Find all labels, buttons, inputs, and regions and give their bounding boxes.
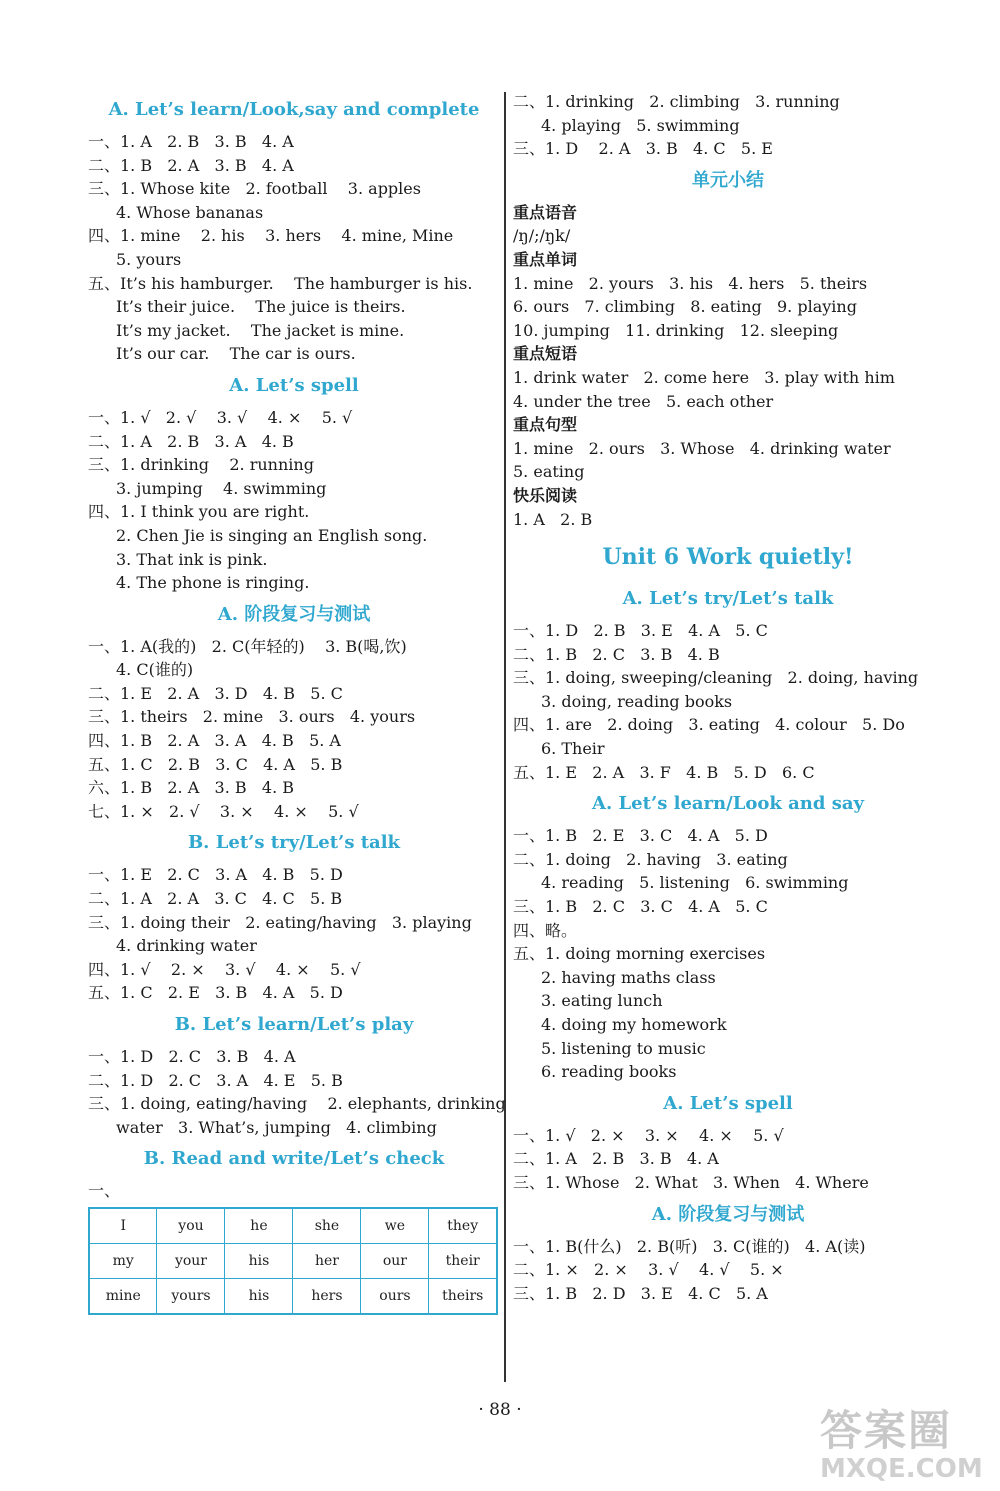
answer-line: 6. Their [541,739,605,759]
table-cell: our [361,1243,429,1278]
table-cell: hers [293,1278,361,1314]
answer-line: 五、1. doing morning exercises [513,944,766,964]
summary-heading: 重点短语 [513,344,578,364]
answer-line: 3. That ink is pink. [116,549,268,569]
page-number: · 88 · [478,1400,522,1420]
answer-line: 一、1. A(我的) 2. C(年轻的) 3. B(喝,饮) [88,636,407,656]
answer-line: It’s my jacket. The jacket is mine. [116,320,405,340]
answer-line: 四、1. mine 2. his 3. hers 4. mine, Mine [88,226,454,246]
answer-line: 10. jumping 11. drinking 12. sleeping [513,320,839,340]
answer-line: 5. eating [513,462,585,482]
section-title: A. 阶段复习与测试 [217,603,371,625]
answer-line: 3. jumping 4. swimming [116,478,327,498]
watermark-text: 答案圈 [820,1406,953,1455]
answer-line: 一、1. B 2. E 3. C 4. A 5. D [513,826,768,846]
table-cell: his [225,1243,293,1278]
answer-line: 1. A 2. B [513,509,593,529]
table-cell: theirs [429,1278,497,1314]
summary-heading: 快乐阅读 [513,485,578,505]
summary-heading: 重点语音 [513,202,578,222]
answer-line: 五、1. C 2. E 3. B 4. A 5. D [88,983,343,1003]
answer-line: 四、1. √ 2. × 3. √ 4. × 5. √ [88,959,361,979]
answer-line: 三、1. B 2. D 3. E 4. C 5. A [513,1283,768,1303]
answer-line: 4. drinking water [116,936,257,956]
answer-line: 1. mine 2. ours 3. Whose 4. drinking water [513,438,891,458]
answer-line: 七、1. × 2. √ 3. × 4. × 5. √ [88,801,359,821]
answer-line: 四、1. B 2. A 3. A 4. B 5. A [88,731,341,751]
answer-line: 三、1. doing, eating/having 2. elephants, drinking [88,1094,506,1114]
pronoun-table [88,1207,498,1315]
answer-line: 二、1. A 2. B 3. B 4. A [513,1149,719,1169]
answer-line: 二、1. A 2. A 3. C 4. C 5. B [88,889,343,909]
table-row [89,1243,497,1278]
table-cell: her [293,1243,361,1278]
answer-line: 一、1. A 2. B 3. B 4. A [88,132,294,151]
answer-line: 三、1. drinking 2. running [88,455,314,475]
answer-line: 5. listening to music [541,1038,706,1058]
right-column [513,90,943,1305]
table-cell: mine [89,1278,157,1314]
section-title: B. Let’s learn/Let’s play [174,1014,414,1035]
table-cell: he [225,1208,293,1244]
answer-line: 一、1. √ 2. √ 3. √ 4. × 5. √ [88,407,353,427]
section-title: 单元小结 [692,169,764,191]
answer-line: 二、1. E 2. A 3. D 4. B 5. C [88,683,343,703]
table-cell: their [429,1243,497,1278]
answer-line: 3. eating lunch [541,991,663,1011]
table-cell: your [157,1243,225,1278]
answer-line: 1. drink water 2. come here 3. play with him [513,367,895,387]
section-title: A. Let’s learn/Look and say [592,793,864,815]
answer-line: 4. under the tree 5. each other [513,391,774,411]
left-column [88,90,506,1315]
table-cell: we [361,1208,429,1244]
column-divider [504,92,506,1382]
answer-line: 一、1. D 2. B 3. E 4. A 5. C [513,621,768,641]
answer-line: 三、1. D 2. A 3. B 4. C 5. E [513,139,773,159]
answer-line: 一、1. B(什么) 2. B(听) 3. C(谁的) 4. A(读) [513,1236,866,1256]
table-cell: his [225,1278,293,1314]
answer-line: 4. Whose bananas [116,202,264,222]
section-title: A. Let’s spell [229,374,359,396]
answer-line: It’s their juice. The juice is theirs. [116,297,406,317]
answer-line: 四、略。 [513,920,578,940]
answer-line: 三、1. Whose 2. What 3. When 4. Where [513,1172,869,1192]
answer-line: 五、It’s his hamburger. The hamburger is his. [88,273,473,293]
table-cell: my [89,1243,157,1278]
answer-line: 一、1. E 2. C 3. A 4. B 5. D [88,865,343,885]
answer-line: 3. doing, reading books [541,691,733,711]
answer-line: 2. Chen Jie is singing an English song. [116,525,428,545]
summary-heading: 重点句型 [513,415,578,435]
answer-line: 六、1. B 2. A 3. B 4. B [88,778,295,798]
answer-line: 二、1. D 2. C 3. A 4. E 5. B [88,1070,343,1090]
summary-heading: 重点单词 [513,249,578,269]
watermark-url: MXQE.COM [820,1454,983,1484]
answer-line: 五、1. C 2. B 3. C 4. A 5. B [88,754,343,774]
answer-line: 三、1. Whose kite 2. football 3. apples [88,179,421,199]
table-cell: yours [157,1278,225,1314]
section-title: A. 阶段复习与测试 [651,1203,805,1225]
section-title: A. Let’s try/Let’s talk [622,588,834,610]
answer-line: 4. playing 5. swimming [541,115,740,135]
watermark-logo [820,1398,995,1488]
answer-line: 四、1. are 2. doing 3. eating 4. colour 5. Do [513,715,905,735]
answer-line: 三、1. doing their 2. eating/having 3. playing [88,912,472,932]
answer-line: 4. reading 5. listening 6. swimming [541,873,849,893]
table-row [89,1208,497,1244]
table-row [89,1278,497,1314]
section-title: B. Read and write/Let’s check [143,1148,445,1170]
answer-line: 2. having maths class [541,967,716,987]
answer-line: It’s our car. The car is ours. [116,344,356,364]
answer-line: 三、1. B 2. C 3. C 4. A 5. C [513,897,768,917]
answer-line: 三、1. theirs 2. mine 3. ours 4. yours [88,707,416,727]
table-cell: you [157,1208,225,1244]
answer-line: 一、1. √ 2. × 3. × 4. × 5. √ [513,1125,784,1145]
answer-line: water 3. What’s, jumping 4. climbing [116,1117,437,1137]
answer-line: 4. doing my homework [541,1015,727,1034]
table-cell: ours [361,1278,429,1314]
answer-line: 二、1. B 2. C 3. B 4. B [513,644,720,664]
answer-line: 1. mine 2. yours 3. his 4. hers 5. theirs [513,273,868,293]
answer-line: 二、1. doing 2. having 3. eating [513,849,788,869]
answer-line: 二、1. × 2. × 3. √ 4. √ 5. × [513,1260,784,1280]
section-title: A. Let’s learn/Look,say and complete [108,99,480,120]
section-title: B. Let’s try/Let’s talk [187,832,401,854]
answer-line: 二、1. drinking 2. climbing 3. running [513,92,840,111]
answer-line: 5. yours [116,249,182,269]
table-cell: I [89,1208,157,1244]
answer-line: 一、 [88,1181,121,1201]
answer-line: 三、1. doing, sweeping/cleaning 2. doing, having [513,668,919,688]
answer-line: 6. ours 7. climbing 8. eating 9. playing [513,297,857,317]
answer-line: 一、1. D 2. C 3. B 4. A [88,1047,296,1066]
table-cell: she [293,1208,361,1244]
phonetic-line: /ŋ/;/ŋk/ [513,226,571,246]
unit-title: Unit 6 Work quietly! [602,544,854,571]
answer-line: 6. reading books [541,1062,677,1082]
answer-line: 4. The phone is ringing. [116,573,310,593]
answer-line: 二、1. B 2. A 3. B 4. A [88,155,294,175]
answer-line: 二、1. A 2. B 3. A 4. B [88,431,294,451]
table-cell: they [429,1208,497,1244]
section-title: A. Let’s spell [663,1092,793,1114]
answer-line: 4. C(谁的) [116,660,194,680]
answer-line: 五、1. E 2. A 3. F 4. B 5. D 6. C [513,762,815,782]
answer-line: 四、1. I think you are right. [88,502,310,522]
